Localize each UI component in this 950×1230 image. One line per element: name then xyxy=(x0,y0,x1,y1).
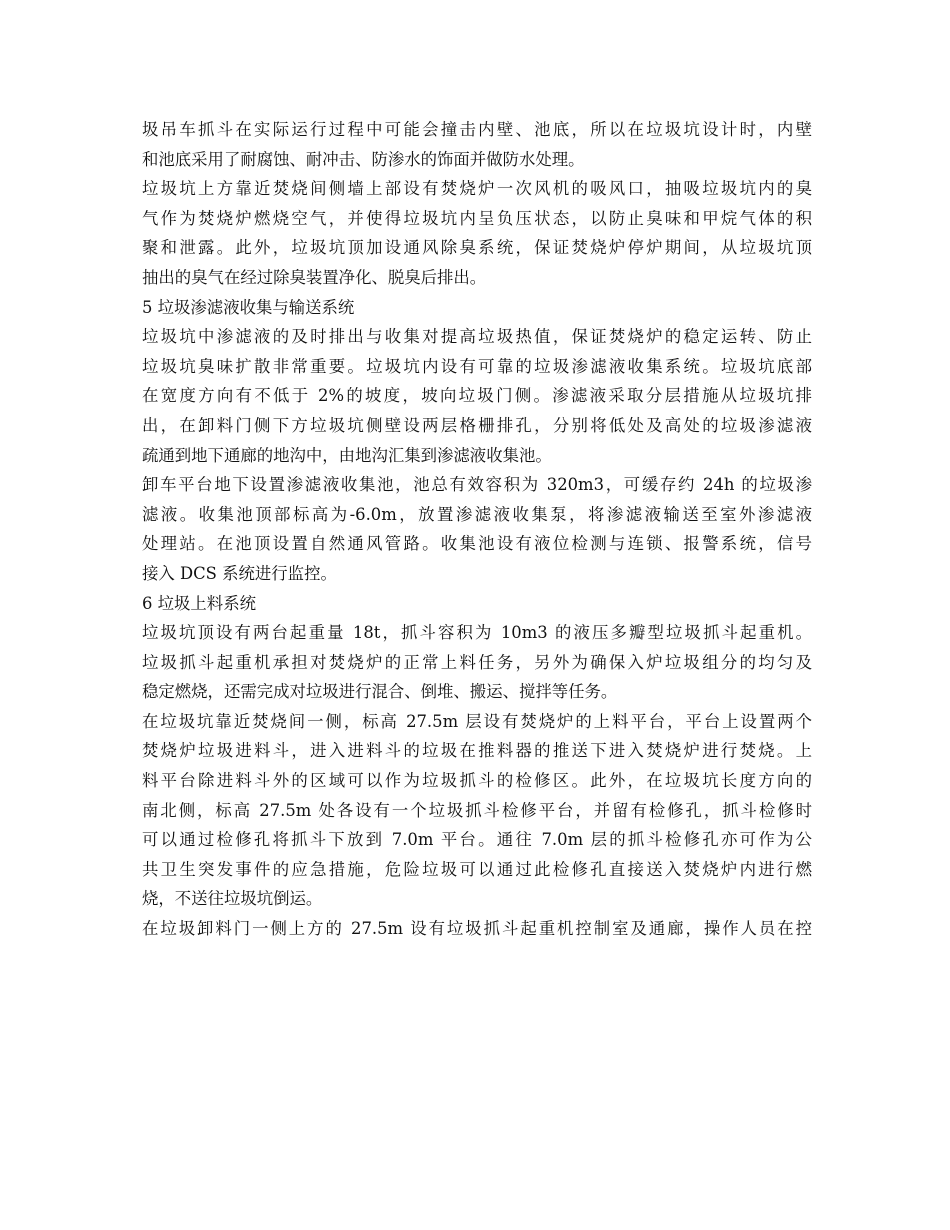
text-line: 料平台除进料斗外的区域可以作为垃圾抓斗的检修区。此外，在垃圾坑长度方向的 xyxy=(142,771,812,791)
text-line: 稳定燃烧，还需完成对垃圾进行混合、倒堆、搬运、搅拌等任务。 xyxy=(142,682,618,702)
text-line: 共卫生突发事件的应急措施，危险垃圾可以通过此检修孔直接送入焚烧炉内进行燃 xyxy=(142,859,812,879)
text-line: 垃圾坑臭味扩散非常重要。垃圾坑内设有可靠的垃圾渗滤液收集系统。垃圾坑底部 xyxy=(142,356,812,376)
text-line: 抽出的臭气在经过除臭装置净化、脱臭后排出。 xyxy=(142,267,487,287)
text-line: 焚烧炉垃圾进料斗，进入进料斗的垃圾在推料器的推送下进入焚烧炉进行焚烧。上 xyxy=(142,741,812,761)
text-line: 接入 DCS 系统进行监控。 xyxy=(142,563,337,583)
text-line: 5 垃圾渗滤液收集与输送系统 xyxy=(142,297,355,317)
text-line: 处理站。在池顶设置自然通风管路。收集池设有液位检测与连锁、报警系统，信号 xyxy=(142,534,812,554)
text-line: 卸车平台地下设置渗滤液收集池，池总有效容积为 320m3，可缓存约 24h 的垃圾渗 xyxy=(142,475,812,495)
text-line: 圾吊车抓斗在实际运行过程中可能会撞击内壁、池底，所以在垃圾坑设计时，内壁 xyxy=(142,120,812,139)
text-line: 在宽度方向有不低于 2%的坡度，坡向垃圾门侧。渗滤液采取分层措施从垃圾坑排 xyxy=(142,386,812,406)
text-line: 出，在卸料门侧下方垃圾坑侧壁设两层格栅排孔，分别将低处及高处的垃圾渗滤液 xyxy=(142,415,812,435)
document-body xyxy=(142,115,812,944)
text-line: 垃圾坑顶设有两台起重量 18t，抓斗容积为 10m3 的液压多瓣型垃圾抓斗起重机。 xyxy=(142,623,812,643)
text-line: 在垃圾坑靠近焚烧间一侧，标高 27.5m 层设有焚烧炉的上料平台，平台上设置两个 xyxy=(142,711,812,731)
text-line: 滤液。收集池顶部标高为-6.0m，放置渗滤液收集泵，将渗滤液输送至室外渗滤液 xyxy=(142,504,812,524)
text-line: 气作为焚烧炉燃烧空气，并使得垃圾坑内呈负压状态，以防止臭味和甲烷气体的积 xyxy=(142,208,812,228)
text-line: 疏通到地下通廊的地沟中，由地沟汇集到渗滤液收集池。 xyxy=(142,445,552,465)
text-line: 南北侧，标高 27.5m 处各设有一个垃圾抓斗检修平台，并留有检修孔，抓斗检修时 xyxy=(142,800,812,820)
text-line: 6 垃圾上料系统 xyxy=(142,593,256,613)
text-line: 垃圾坑上方靠近焚烧间侧墙上部设有焚烧炉一次风机的吸风口，抽吸垃圾坑内的臭 xyxy=(142,179,812,199)
text-line: 在垃圾卸料门一侧上方的 27.5m 设有垃圾抓斗起重机控制室及通廊，操作人员在控 xyxy=(142,919,812,939)
text-line: 和池底采用了耐腐蚀、耐冲击、防渗水的饰面并做防水处理。 xyxy=(142,149,585,169)
text-line: 可以通过检修孔将抓斗下放到 7.0m 平台。通往 7.0m 层的抓斗检修孔亦可作为公 xyxy=(142,830,812,850)
text-line: 垃圾坑中渗滤液的及时排出与收集对提高垃圾热值，保证焚烧炉的稳定运转、防止 xyxy=(142,327,812,347)
text-line: 烧，不送往垃圾坑倒运。 xyxy=(142,889,323,909)
text-line: 垃圾抓斗起重机承担对焚烧炉的正常上料任务，另外为确保入炉垃圾组分的均匀及 xyxy=(142,652,812,672)
text-line: 聚和泄露。此外，垃圾坑顶加设通风除臭系统，保证焚烧炉停炉期间，从垃圾坑顶 xyxy=(142,238,812,258)
